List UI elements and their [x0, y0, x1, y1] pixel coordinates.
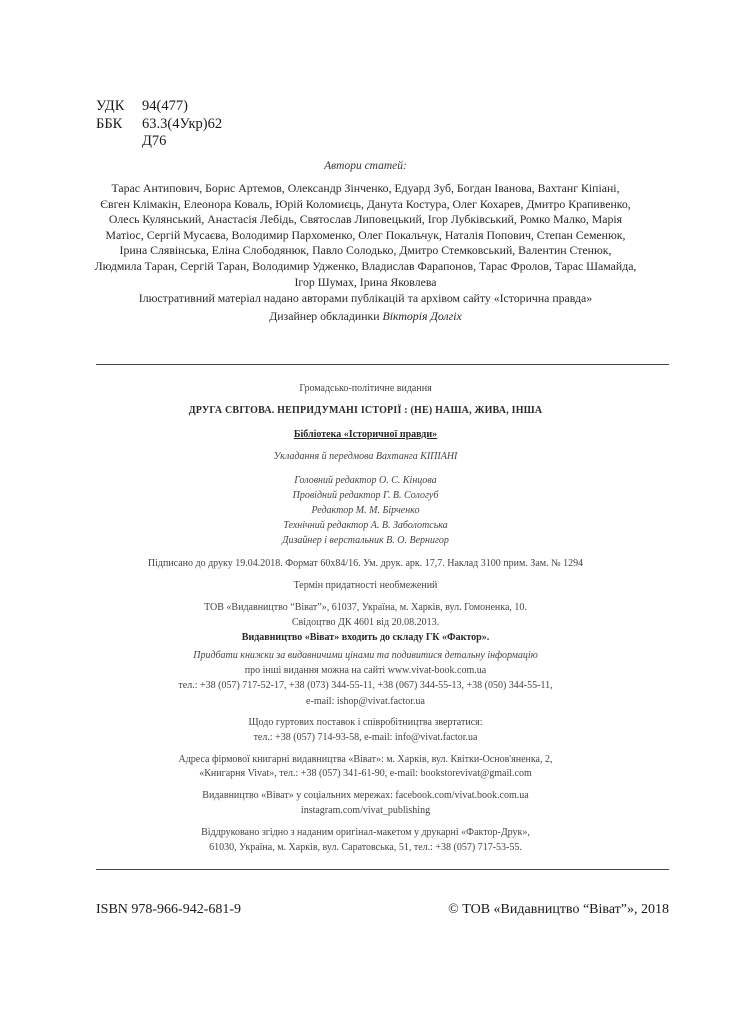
bookstore-line-2: «Книгарня Vivat», тел.: +38 (057) 341-61-90, e-mail: bookstorevivat@gmail.com — [199, 768, 532, 779]
genre: Громадсько-політичне видання — [299, 383, 432, 394]
wholesale-line-1: Щодо гуртових поставок і співробітництва звертатися: — [248, 717, 483, 728]
authors-line: Євген Клімакін, Елеонора Коваль, Юрій Коломиєць, Данута Костура, Олег Кохарев, Дмитро Крапивенко, — [100, 196, 631, 211]
authors-line: Олесь Кулянський, Анастасія Лебідь, Святослав Липовецький, Ігор Лубківський, Ромко Малко, Марія — [108, 212, 623, 227]
footer — [96, 902, 669, 918]
isbn: ISBN 978-966-942-681-9 — [96, 902, 242, 917]
authors-list — [92, 181, 639, 290]
publisher-group: Видавництво «Віват» входить до складу ГК «Фактор». — [241, 632, 490, 643]
udk-value: 94(477) — [142, 98, 188, 114]
publisher-address: ТОВ «Видавництво “Віват”», 61037, Україна, м. Харків, вул. Гомоненка, 10. — [204, 602, 527, 613]
layout-designer: Дизайнер і верстальник В. О. Вернигор — [282, 535, 449, 546]
authors-heading: Автори статей: — [324, 160, 407, 172]
classification-codes — [96, 98, 222, 151]
shelf-life: Термін придатності необмежений — [293, 580, 438, 591]
copyright: © ТОВ «Видавництво “Віват”», 2018 — [448, 902, 669, 917]
buy-info-line-2: про інші видання можна на сайті www.vivat-book.com.ua — [244, 665, 487, 676]
authors-line: Матіос, Сергій Мусаєва, Володимир Пархоменко, Олег Покальчук, Наталія Попович, Степан Семенюк, — [105, 227, 626, 242]
author-mark: Д76 — [142, 133, 167, 149]
bbk-value: 63.3(4Укр)62 — [142, 115, 223, 132]
social-line-2: instagram.com/vivat_publishing — [300, 805, 431, 816]
book-title: ДРУГА СВІТОВА. НЕПРИДУМАНІ ІСТОРІЇ : (НЕ) НАША, ЖИВА, ІНША — [188, 405, 543, 416]
compiler: Укладання й передмова Вахтанга КІПІАНІ — [273, 451, 458, 462]
buy-info-line-1: Придбати книжки за видавничими цінами та подивитися детальну інформацію — [193, 650, 538, 661]
print-data: Підписано до друку 19.04.2018. Формат 60х84/16. Ум. друк. арк. 17,7. Наклад 3100 прим. Зам. № 1294 — [147, 558, 584, 569]
authors-line: Людмила Таран, Сергій Таран, Володимир Удженко, Владислав Фарапонов, Тарас Фролов, Тарас Шамайда, — [94, 258, 637, 273]
chief-editor: Головний редактор О. С. Кінцова — [294, 475, 437, 486]
divider-top — [96, 364, 669, 365]
printed-line-2: 61030, Україна, м. Харків, вул. Саратовська, 51, тел.: +38 (057) 717-53-55. — [209, 842, 522, 853]
authors-line: Тарас Антипович, Борис Артемов, Олександр Зінченко, Едуард Зуб, Богдан Іванова, Вахтанг Кіпіані, — [111, 181, 620, 195]
wholesale-line-2: тел.: +38 (057) 714-93-58, e-mail: info@vivat.factor.ua — [253, 732, 478, 743]
authors-line: Ірина Слявінська, Еліна Слободянюк, Павло Солодько, Дмитро Стемковський, Валентин Стенюк, — [119, 243, 612, 258]
authors-line: Ігор Шумах, Ірина Яковлева — [294, 274, 437, 289]
certificate: Свідоцтво ДК 4601 від 20.08.2013. — [291, 617, 440, 628]
cover-designer-name: Вікторія Долгіх — [382, 309, 462, 323]
bookstore-line-1: Адреса фірмової книгарні видавництва «Віват»: м. Харків, вул. Квітки-Основ'яненка, 2, — [178, 754, 553, 765]
printed-line-1: Віддруковано згідно з наданим оригінал-макетом у друкарні «Фактор-Друк», — [201, 827, 530, 838]
lead-editor: Провідний редактор Г. В. Сологуб — [292, 490, 439, 501]
credits — [92, 289, 639, 325]
cover-designer-label: Дизайнер обкладинки — [269, 309, 380, 323]
bbk-label: ББК — [96, 115, 123, 132]
illustrations-credit: Ілюстративний матеріал надано авторами публікацій та архівом сайту «Історична правда» — [138, 291, 593, 305]
tech-editor: Технічний редактор А. В. Заболотська — [283, 520, 448, 531]
cover-designer-credit — [92, 307, 639, 325]
series: Бібліотека «Історичної правди» — [293, 429, 438, 440]
udk-label: УДК — [96, 98, 125, 114]
social-line-1: Видавництво «Віват» у соціальних мережах: facebook.com/vivat.book.com.ua — [202, 790, 529, 801]
editor: Редактор М. М. Бірченко — [311, 505, 420, 516]
divider-bottom — [96, 869, 669, 870]
shop-email: e-mail: ishop@vivat.factor.ua — [306, 696, 425, 707]
phones: тел.: +38 (057) 717-52-17, +38 (073) 344-55-11, +38 (067) 344-55-13, +38 (050) 344-55-11, — [178, 680, 553, 691]
